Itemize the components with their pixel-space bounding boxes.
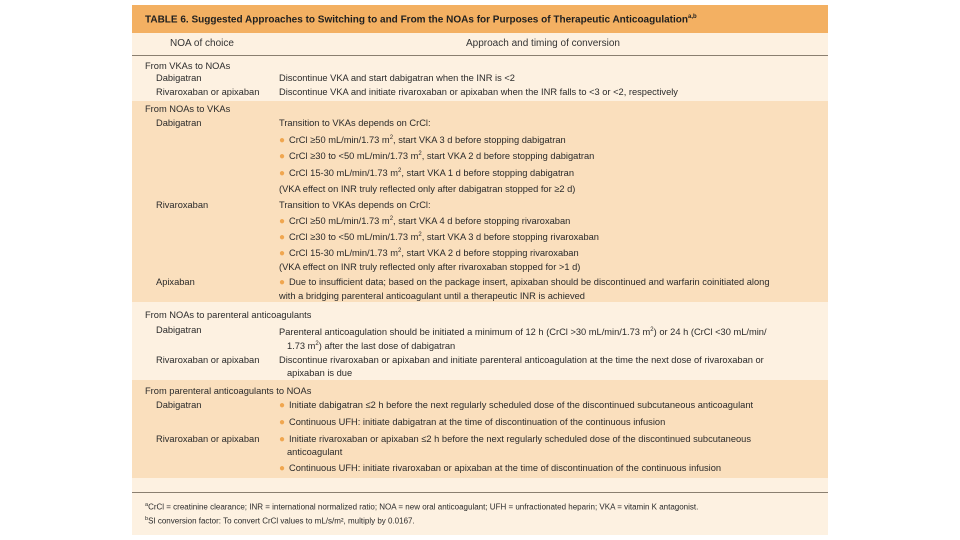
bullet-item: ● CrCl 15-30 mL/min/1.73 $m^2$, start VKA 2 d before stopping rivaroxaban [279, 248, 579, 260]
bullet-icon: ● [279, 168, 286, 180]
approach-text: Discontinue VKA and start dabigatran when the INR is <2 [279, 73, 515, 83]
title-superscript: a,b [688, 14, 697, 20]
drug-label: Dabigatran [156, 400, 202, 410]
approach-text-continued: apixaban is due [287, 368, 353, 378]
bullet-icon: ● [279, 463, 286, 474]
approach-text-continued: 1.73 $m^2$) after the last dose of dabigatran [287, 341, 456, 352]
bullet-item: ● CrCl ≥50 mL/min/1.73 $m^2$, start VKA 3 d before stopping dabigatran [279, 135, 566, 147]
bullet-icon: ● [279, 400, 286, 411]
section-heading: From parenteral anticoagulants to NOAs [145, 386, 312, 396]
section-vka-to-noa [132, 56, 828, 101]
drug-label: Rivaroxaban [156, 200, 209, 210]
approach-text: Discontinue rivaroxaban or apixaban and initiate parenteral anticoagulation at the time the next dose of rivaroxaban or [279, 355, 764, 365]
approach-text-continued: with a bridging parenteral anticoagulant until a therapeutic INR is achieved [279, 291, 585, 301]
bullet-icon: ● [279, 216, 286, 228]
bullet-item: ● CrCl ≥50 mL/min/1.73 $m^2$, start VKA 4 d before stopping rivaroxaban [279, 216, 571, 228]
column-header-approach: Approach and timing of conversion [466, 38, 620, 49]
bullet-item: ● Continuous UFH: initiate dabigatran at the time of discontinuation of the continuous infusion [279, 417, 666, 428]
section-noa-to-vka [132, 101, 828, 302]
bullet-icon: ● [279, 417, 286, 428]
bullet-item: ● Continuous UFH: initiate rivaroxaban or apixaban at the time of discontinuation of the continuous infusion [279, 463, 722, 474]
drug-label: Apixaban [156, 277, 195, 287]
bullet-icon: ● [279, 232, 286, 244]
table-panel [132, 5, 828, 535]
bullet-icon: ● [279, 434, 286, 445]
section-heading: From NOAs to parenteral anticoagulants [145, 310, 312, 320]
bullet-icon: ● [279, 135, 286, 147]
drug-label: Rivaroxaban or apixaban [156, 87, 260, 97]
section-heading: From VKAs to NOAs [145, 61, 231, 71]
note-text: (VKA effect on INR truly reflected only after rivaroxaban stopped for >1 d) [279, 262, 581, 272]
approach-text: Transition to VKAs depends on CrCl: [279, 118, 431, 128]
bullet-item: ● Initiate dabigatran ≤2 h before the next regularly scheduled dose of the discontinued subcutaneous anticoagulant [279, 400, 754, 411]
bullet-icon: ● [279, 248, 286, 260]
drug-label: Dabigatran [156, 325, 202, 335]
bullet-item: ● Due to insufficient data; based on the package insert, apixaban should be discontinued and warfarin coinitiated along [279, 277, 770, 288]
bullet-item-continued: anticoagulant [287, 447, 343, 457]
bullet-item: ● CrCl ≥30 to <50 mL/min/1.73 $m^2$, start VKA 3 d before stopping rivaroxaban [279, 232, 599, 244]
bullet-icon: ● [279, 151, 286, 163]
drug-label: Dabigatran [156, 118, 202, 128]
section-noa-to-parenteral [132, 302, 828, 380]
drug-label: Rivaroxaban or apixaban [156, 355, 260, 365]
bullet-icon: ● [279, 277, 286, 288]
approach-text: Parenteral anticoagulation should be initiated a minimum of 12 h (CrCl >30 mL/min/1.73 $m^2$) or 24 h (CrCl <30 mL/min/ [279, 327, 767, 338]
column-header-row [132, 33, 828, 56]
bullet-item: ● CrCl ≥30 to <50 mL/min/1.73 $m^2$, start VKA 2 d before stopping dabigatran [279, 151, 595, 163]
title-bar [132, 5, 828, 33]
approach-text: Transition to VKAs depends on CrCl: [279, 200, 431, 210]
section-parenteral-to-noa [132, 380, 828, 478]
drug-label: Rivaroxaban or apixaban [156, 434, 260, 444]
approach-text: Discontinue VKA and initiate rivaroxaban or apixaban when the INR falls to <3 or <2, respectively [279, 87, 678, 97]
drug-label: Dabigatran [156, 73, 202, 83]
column-header-noa: NOA of choice [170, 38, 234, 49]
table-title: TABLE 6. Suggested Approaches to Switching to and From the NOAs for Purposes of Therapeutic Anticoagulation$^{a,b}$ [145, 14, 697, 26]
section-heading: From NOAs to VKAs [145, 104, 231, 114]
note-text: (VKA effect on INR truly reflected only after dabigatran stopped for ≥2 d) [279, 184, 576, 194]
bullet-item: ● Initiate rivaroxaban or apixaban ≤2 h before the next regularly scheduled dose of the discontinued subcutaneous [279, 434, 751, 445]
footnote-a: $^a$CrCl = creatinine clearance; INR = international normalized ratio; NOA = new oral anticoagulant; UFH = unfractionated heparin; VKA = vitamin K antagonist. [145, 502, 699, 512]
bullet-item: ● CrCl 15-30 mL/min/1.73 $m^2$, start VKA 1 d before stopping dabigatran [279, 168, 574, 180]
footnote-b: $^b$SI conversion factor: To convert CrCl values to mL/s/m², multiply by 0.0167. [145, 516, 415, 526]
footer-divider [132, 492, 828, 493]
